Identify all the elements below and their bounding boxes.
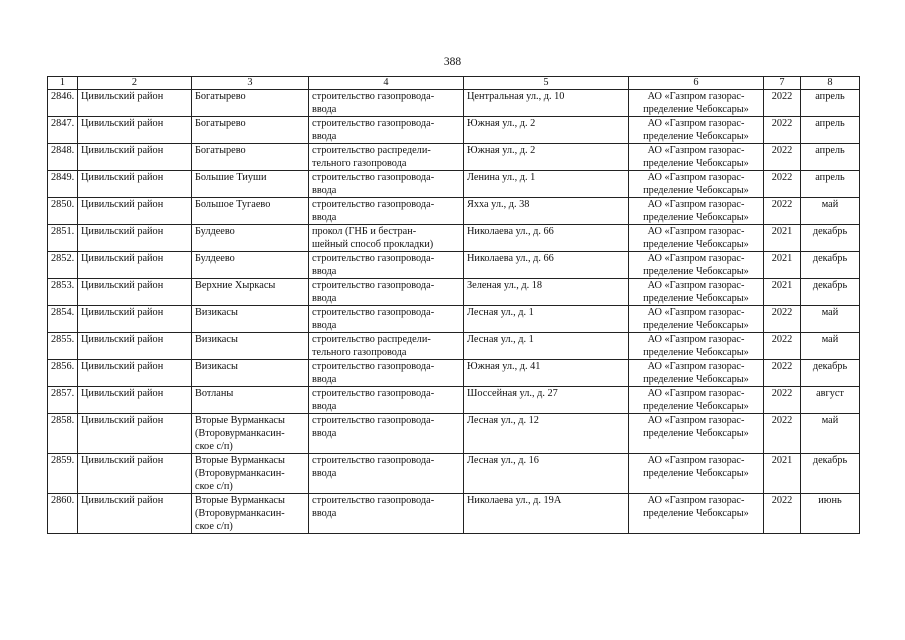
table-row <box>48 360 860 387</box>
organization-cell <box>629 198 764 225</box>
work-type-cell <box>309 171 464 198</box>
work-type-cell-line: строительство газопровода- <box>312 253 435 264</box>
district-cell: Цивильский район <box>78 252 192 279</box>
work-type-cell-line: ввода <box>312 428 337 439</box>
settlement-cell <box>192 198 309 225</box>
organization-cell-line: пределение Чебоксары» <box>643 401 749 412</box>
organization-cell-line: АО «Газпром газорас- <box>647 361 745 372</box>
settlement-cell <box>192 90 309 117</box>
settlement-cell <box>192 252 309 279</box>
organization-cell-line: пределение Чебоксары» <box>643 293 749 304</box>
organization-cell-line: АО «Газпром газорас- <box>647 118 745 129</box>
settlement-cell-line: ское с/п) <box>195 521 233 532</box>
work-type-cell <box>309 252 464 279</box>
district-cell: Цивильский район <box>78 171 192 198</box>
organization-cell-line: пределение Чебоксары» <box>643 374 749 385</box>
work-type-cell-line: строительство газопровода- <box>312 415 435 426</box>
table-row <box>48 225 860 252</box>
settlement-cell <box>192 171 309 198</box>
work-type-cell <box>309 144 464 171</box>
district-cell: Цивильский район <box>78 90 192 117</box>
settlement-cell <box>192 360 309 387</box>
organization-cell-line: пределение Чебоксары» <box>643 185 749 196</box>
address-cell: Зеленая ул., д. 18 <box>464 279 629 306</box>
row-number: 2848. <box>48 144 78 171</box>
organization-cell-line: АО «Газпром газорас- <box>647 253 745 264</box>
organization-cell-line: пределение Чебоксары» <box>643 508 749 519</box>
settlement-cell-line: Богатырево <box>195 118 246 129</box>
organization-cell <box>629 144 764 171</box>
address-cell: Лесная ул., д. 12 <box>464 414 629 454</box>
organization-cell-line: АО «Газпром газорас- <box>647 415 745 426</box>
settlement-cell-line: ское с/п) <box>195 481 233 492</box>
organization-cell-line: АО «Газпром газорас- <box>647 495 745 506</box>
organization-cell-line: АО «Газпром газорас- <box>647 334 745 345</box>
address-cell: Ленина ул., д. 1 <box>464 171 629 198</box>
column-numbers-row <box>48 77 860 90</box>
district-cell: Цивильский район <box>78 387 192 414</box>
settlement-cell-line: (Второвурманкасин- <box>195 428 285 439</box>
work-type-cell <box>309 198 464 225</box>
month-cell: декабрь <box>801 454 860 494</box>
year-cell: 2021 <box>764 279 801 306</box>
district-cell: Цивильский район <box>78 198 192 225</box>
month-cell: апрель <box>801 117 860 144</box>
work-type-cell-line: ввода <box>312 401 337 412</box>
month-cell: май <box>801 306 860 333</box>
work-type-cell-line: строительство газопровода- <box>312 91 435 102</box>
district-cell: Цивильский район <box>78 414 192 454</box>
month-cell: декабрь <box>801 252 860 279</box>
settlement-cell-line: Верхние Хыркасы <box>195 280 276 291</box>
table-row <box>48 454 860 494</box>
organization-cell-line: АО «Газпром газорас- <box>647 91 745 102</box>
work-type-cell <box>309 494 464 534</box>
settlement-cell-line: Визикасы <box>195 334 238 345</box>
month-cell: июнь <box>801 494 860 534</box>
organization-cell-line: АО «Газпром газорас- <box>647 226 745 237</box>
work-type-cell-line: строительство газопровода- <box>312 307 435 318</box>
page-number: 388 <box>443 56 462 68</box>
table-row <box>48 198 860 225</box>
month-cell: декабрь <box>801 225 860 252</box>
month-cell: апрель <box>801 90 860 117</box>
work-type-cell-line: ввода <box>312 508 337 519</box>
work-type-cell-line: строительство распредели- <box>312 334 431 345</box>
settlement-cell-line: Визикасы <box>195 307 238 318</box>
work-type-cell-line: строительство газопровода- <box>312 118 435 129</box>
work-type-cell-line: ввода <box>312 131 337 142</box>
table-row <box>48 306 860 333</box>
organization-cell-line: АО «Газпром газорас- <box>647 307 745 318</box>
work-type-cell <box>309 414 464 454</box>
organization-cell-line: АО «Газпром газорас- <box>647 172 745 183</box>
work-type-cell-line: строительство газопровода- <box>312 388 435 399</box>
column-number: 3 <box>192 77 309 90</box>
table-row <box>48 387 860 414</box>
table-row <box>48 333 860 360</box>
district-cell: Цивильский район <box>78 144 192 171</box>
settlement-cell-line: Вторые Вурманкасы <box>195 495 285 506</box>
organization-cell-line: пределение Чебоксары» <box>643 347 749 358</box>
work-type-cell-line: ввода <box>312 320 337 331</box>
work-type-cell-line: строительство газопровода- <box>312 361 435 372</box>
organization-cell-line: пределение Чебоксары» <box>643 428 749 439</box>
organization-cell-line: пределение Чебоксары» <box>643 320 749 331</box>
year-cell: 2022 <box>764 306 801 333</box>
organization-cell-line: пределение Чебоксары» <box>643 212 749 223</box>
address-cell: Южная ул., д. 2 <box>464 117 629 144</box>
organization-cell <box>629 225 764 252</box>
settlement-cell-line: Булдеево <box>195 226 235 237</box>
address-cell: Лесная ул., д. 16 <box>464 454 629 494</box>
district-cell: Цивильский район <box>78 454 192 494</box>
work-type-cell <box>309 387 464 414</box>
district-cell: Цивильский район <box>78 279 192 306</box>
settlement-cell-line: (Второвурманкасин- <box>195 508 285 519</box>
settlement-cell <box>192 144 309 171</box>
settlement-cell <box>192 333 309 360</box>
month-cell: май <box>801 333 860 360</box>
row-number: 2847. <box>48 117 78 144</box>
settlement-cell-line: Вотланы <box>195 388 234 399</box>
address-cell: Южная ул., д. 41 <box>464 360 629 387</box>
work-type-cell-line: строительство газопровода- <box>312 199 435 210</box>
organization-cell-line: АО «Газпром газорас- <box>647 145 745 156</box>
work-type-cell-line: строительство газопровода- <box>312 172 435 183</box>
row-number: 2858. <box>48 414 78 454</box>
settlement-cell <box>192 494 309 534</box>
organization-cell <box>629 454 764 494</box>
organization-cell-line: пределение Чебоксары» <box>643 131 749 142</box>
settlement-cell <box>192 225 309 252</box>
work-type-cell <box>309 225 464 252</box>
organization-cell <box>629 117 764 144</box>
address-cell: Центральная ул., д. 10 <box>464 90 629 117</box>
work-type-cell-line: ввода <box>312 293 337 304</box>
year-cell: 2022 <box>764 387 801 414</box>
column-number: 8 <box>801 77 860 90</box>
year-cell: 2022 <box>764 117 801 144</box>
settlement-cell-line: Булдеево <box>195 253 235 264</box>
organization-cell-line: АО «Газпром газорас- <box>647 280 745 291</box>
year-cell: 2022 <box>764 171 801 198</box>
address-cell: Южная ул., д. 2 <box>464 144 629 171</box>
row-number: 2857. <box>48 387 78 414</box>
year-cell: 2022 <box>764 198 801 225</box>
work-type-cell-line: тельного газопровода <box>312 347 407 358</box>
table-row <box>48 494 860 534</box>
organization-cell-line: пределение Чебоксары» <box>643 104 749 115</box>
year-cell: 2021 <box>764 225 801 252</box>
row-number: 2860. <box>48 494 78 534</box>
settlement-cell-line: ское с/п) <box>195 441 233 452</box>
district-cell: Цивильский район <box>78 306 192 333</box>
work-type-cell-line: строительство газопровода- <box>312 455 435 466</box>
organization-cell <box>629 90 764 117</box>
organization-cell <box>629 387 764 414</box>
settlement-cell <box>192 414 309 454</box>
table-row <box>48 171 860 198</box>
settlement-cell-line: Визикасы <box>195 361 238 372</box>
work-type-cell <box>309 306 464 333</box>
table-row <box>48 144 860 171</box>
month-cell: декабрь <box>801 279 860 306</box>
year-cell: 2022 <box>764 494 801 534</box>
organization-cell-line: пределение Чебоксары» <box>643 468 749 479</box>
organization-cell-line: пределение Чебоксары» <box>643 158 749 169</box>
table-row <box>48 414 860 454</box>
column-number: 2 <box>78 77 192 90</box>
organization-cell <box>629 306 764 333</box>
year-cell: 2021 <box>764 252 801 279</box>
work-type-cell-line: шейный способ прокладки) <box>312 239 434 250</box>
address-cell: Николаева ул., д. 19А <box>464 494 629 534</box>
month-cell: август <box>801 387 860 414</box>
settlement-cell <box>192 117 309 144</box>
month-cell: апрель <box>801 171 860 198</box>
organization-cell-line: пределение Чебоксары» <box>643 266 749 277</box>
organization-cell <box>629 333 764 360</box>
settlement-cell-line: Большое Тугаево <box>195 199 271 210</box>
settlement-cell-line: Вторые Вурманкасы <box>195 415 285 426</box>
table-row <box>48 252 860 279</box>
work-type-cell-line: тельного газопровода <box>312 158 407 169</box>
settlement-cell-line: Богатырево <box>195 145 246 156</box>
work-type-cell-line: строительство распредели- <box>312 145 431 156</box>
work-type-cell <box>309 90 464 117</box>
work-type-cell-line: ввода <box>312 266 337 277</box>
month-cell: апрель <box>801 144 860 171</box>
work-type-cell-line: прокол (ГНБ и бестран- <box>312 226 417 237</box>
column-number: 6 <box>629 77 764 90</box>
row-number: 2853. <box>48 279 78 306</box>
table-row <box>48 117 860 144</box>
settlement-cell <box>192 454 309 494</box>
organization-cell-line: пределение Чебоксары» <box>643 239 749 250</box>
row-number: 2849. <box>48 171 78 198</box>
district-cell: Цивильский район <box>78 117 192 144</box>
organization-cell <box>629 252 764 279</box>
table-row <box>48 279 860 306</box>
row-number: 2856. <box>48 360 78 387</box>
column-number: 5 <box>464 77 629 90</box>
year-cell: 2022 <box>764 333 801 360</box>
settlement-cell-line: Большие Тиуши <box>195 172 267 183</box>
settlement-cell <box>192 306 309 333</box>
row-number: 2859. <box>48 454 78 494</box>
work-type-cell-line: ввода <box>312 374 337 385</box>
row-number: 2854. <box>48 306 78 333</box>
work-type-cell <box>309 360 464 387</box>
row-number: 2851. <box>48 225 78 252</box>
district-cell: Цивильский район <box>78 225 192 252</box>
work-type-cell-line: ввода <box>312 212 337 223</box>
work-type-cell-line: строительство газопровода- <box>312 280 435 291</box>
month-cell: декабрь <box>801 360 860 387</box>
address-cell: Лесная ул., д. 1 <box>464 306 629 333</box>
year-cell: 2022 <box>764 90 801 117</box>
row-number: 2850. <box>48 198 78 225</box>
year-cell: 2022 <box>764 414 801 454</box>
district-cell: Цивильский район <box>78 494 192 534</box>
month-cell: май <box>801 414 860 454</box>
settlement-cell <box>192 387 309 414</box>
year-cell: 2022 <box>764 144 801 171</box>
year-cell: 2021 <box>764 454 801 494</box>
work-type-cell-line: строительство газопровода- <box>312 495 435 506</box>
work-type-cell <box>309 454 464 494</box>
address-cell: Николаева ул., д. 66 <box>464 252 629 279</box>
organization-cell <box>629 279 764 306</box>
organization-cell <box>629 414 764 454</box>
district-cell: Цивильский район <box>78 360 192 387</box>
address-cell: Шоссейная ул., д. 27 <box>464 387 629 414</box>
organization-cell <box>629 494 764 534</box>
column-number: 1 <box>48 77 78 90</box>
work-type-cell-line: ввода <box>312 468 337 479</box>
settlement-cell-line: (Второвурманкасин- <box>195 468 285 479</box>
gas-works-table <box>47 76 860 534</box>
work-type-cell-line: ввода <box>312 104 337 115</box>
column-number: 7 <box>764 77 801 90</box>
column-number: 4 <box>309 77 464 90</box>
table-row <box>48 90 860 117</box>
organization-cell-line: АО «Газпром газорас- <box>647 455 745 466</box>
organization-cell-line: АО «Газпром газорас- <box>647 199 745 210</box>
work-type-cell-line: ввода <box>312 185 337 196</box>
row-number: 2846. <box>48 90 78 117</box>
settlement-cell-line: Вторые Вурманкасы <box>195 455 285 466</box>
address-cell: Яхха ул., д. 38 <box>464 198 629 225</box>
organization-cell-line: АО «Газпром газорас- <box>647 388 745 399</box>
month-cell: май <box>801 198 860 225</box>
district-cell: Цивильский район <box>78 333 192 360</box>
row-number: 2852. <box>48 252 78 279</box>
settlement-cell-line: Богатырево <box>195 91 246 102</box>
row-number: 2855. <box>48 333 78 360</box>
year-cell: 2022 <box>764 360 801 387</box>
work-type-cell <box>309 279 464 306</box>
work-type-cell <box>309 333 464 360</box>
address-cell: Лесная ул., д. 1 <box>464 333 629 360</box>
address-cell: Николаева ул., д. 66 <box>464 225 629 252</box>
work-type-cell <box>309 117 464 144</box>
organization-cell <box>629 360 764 387</box>
settlement-cell <box>192 279 309 306</box>
organization-cell <box>629 171 764 198</box>
